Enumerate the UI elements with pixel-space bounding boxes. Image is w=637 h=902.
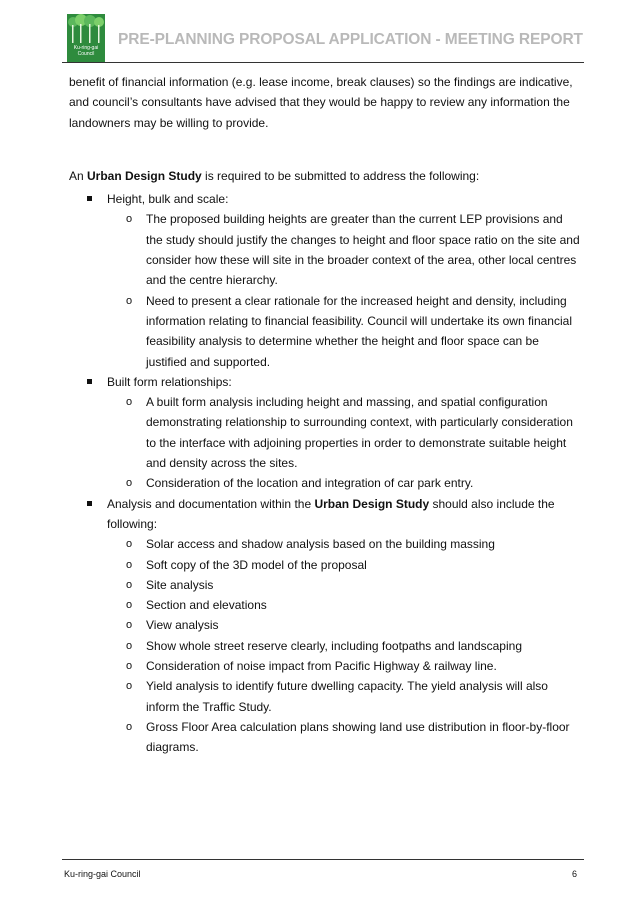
sub-list — [107, 209, 581, 371]
sub-list-item-text: Need to present a clear rationale for the increased height and density, including information relating to financial feasibility. Council will undertake its own financial feasibility analysis to determine whether the height and floor space can be justified and supported. — [146, 293, 572, 369]
circle-bullet-icon: o — [126, 294, 133, 307]
section-intro-pre: An — [69, 168, 88, 183]
circle-bullet-icon: o — [126, 680, 133, 693]
circle-bullet-icon: o — [126, 538, 133, 551]
sub-list-item-text: View analysis — [146, 618, 219, 633]
list-item-label-pre: Analysis and documentation within the — [107, 496, 315, 511]
footer-council-name: Ku-ring-gai Council — [64, 869, 141, 879]
sub-list-item — [107, 575, 581, 595]
square-bullet-icon — [87, 501, 92, 506]
sub-list-item-text: Solar access and shadow analysis based on the building massing — [146, 537, 495, 552]
list-item — [69, 189, 581, 372]
circle-bullet-icon: o — [126, 578, 133, 591]
sub-list-item — [107, 392, 581, 473]
sub-list-item-text: Gross Floor Area calculation plans showing land use distribution in floor-by-floor diagrams. — [146, 719, 570, 755]
sub-list-item-text: Site analysis — [146, 577, 214, 592]
sub-list-item — [107, 636, 581, 656]
circle-bullet-icon: o — [126, 558, 133, 571]
square-bullet-icon — [87, 379, 92, 384]
sub-list-item-text: Yield analysis to identify future dwelling capacity. The yield analysis will also inform the Traffic Study. — [146, 679, 548, 714]
report-body — [69, 72, 581, 758]
sub-list-item-text: Show whole street reserve clearly, including footpaths and landscaping — [146, 638, 522, 653]
circle-bullet-icon: o — [126, 396, 133, 409]
tree-icon — [67, 14, 105, 46]
logo-text: Ku-ring-gai Council — [73, 45, 99, 57]
page-title: PRE-PLANNING PROPOSAL APPLICATION - MEETING REPORT — [118, 31, 583, 48]
list-item-label: Height, bulk and scale: — [107, 192, 229, 207]
list-item-label: Built form relationships: — [107, 374, 232, 389]
sub-list-item — [107, 291, 581, 372]
header-divider — [62, 62, 584, 63]
circle-bullet-icon: o — [126, 639, 133, 652]
section-intro — [69, 166, 581, 186]
list-item — [69, 372, 581, 494]
list-item-label-post: should also include the following: — [107, 496, 555, 531]
sub-list-item-text: Consideration of noise impact from Pacific Highway & railway line. — [146, 659, 497, 674]
sub-list-item — [107, 473, 581, 493]
footer-divider — [62, 859, 584, 860]
sub-list-item-text: Section and elevations — [146, 598, 267, 613]
circle-bullet-icon: o — [126, 599, 133, 612]
circle-bullet-icon: o — [126, 660, 133, 673]
sub-list-item — [107, 534, 581, 554]
list-item — [69, 494, 581, 758]
list-item-label-bold: Urban Design Study — [314, 496, 430, 511]
sub-list-item-text: The proposed building heights are greater than the current LEP provisions and the study should justify the changes to height and floor space ratio on the site and consider how these will site in the broader context of the area, other local centres and the centre hierarchy. — [146, 212, 580, 288]
circle-bullet-icon: o — [126, 619, 133, 632]
page-number: 6 — [572, 869, 578, 879]
circle-bullet-icon: o — [126, 477, 133, 490]
sub-list-item-text: A built form analysis including height and massing, and spatial configuration demonstrating relationship to surrounding context, with particularly consideration to the interface with adjoining properties in order to demonstrate suitable height and density across the sites. — [146, 395, 573, 471]
sub-list — [107, 534, 581, 757]
sub-list-item — [107, 595, 581, 615]
sub-list-item-text: Soft copy of the 3D model of the proposal — [146, 557, 367, 572]
sub-list — [107, 392, 581, 493]
square-bullet-icon — [87, 196, 92, 201]
section-intro-bold: Urban Design Study — [87, 168, 202, 183]
council-logo — [67, 14, 105, 63]
sub-list-item — [107, 209, 581, 290]
sub-list-item — [107, 656, 581, 676]
section-intro-post: is required to be submitted to address the following: — [201, 168, 480, 183]
sub-list-item — [107, 676, 581, 717]
requirements-list — [69, 189, 581, 757]
circle-bullet-icon: o — [126, 213, 133, 226]
sub-list-item — [107, 555, 581, 575]
sub-list-item-text: Consideration of the location and integration of car park entry. — [146, 476, 474, 491]
intro-paragraph: benefit of financial information (e.g. lease income, break clauses) so the findings are indicative, and council’s consultants have advised that they would be happy to review any information the landowners may be willing to provide. — [69, 75, 573, 130]
sub-list-item — [107, 615, 581, 635]
sub-list-item — [107, 717, 581, 758]
circle-bullet-icon: o — [126, 720, 133, 733]
page-header — [0, 0, 637, 70]
